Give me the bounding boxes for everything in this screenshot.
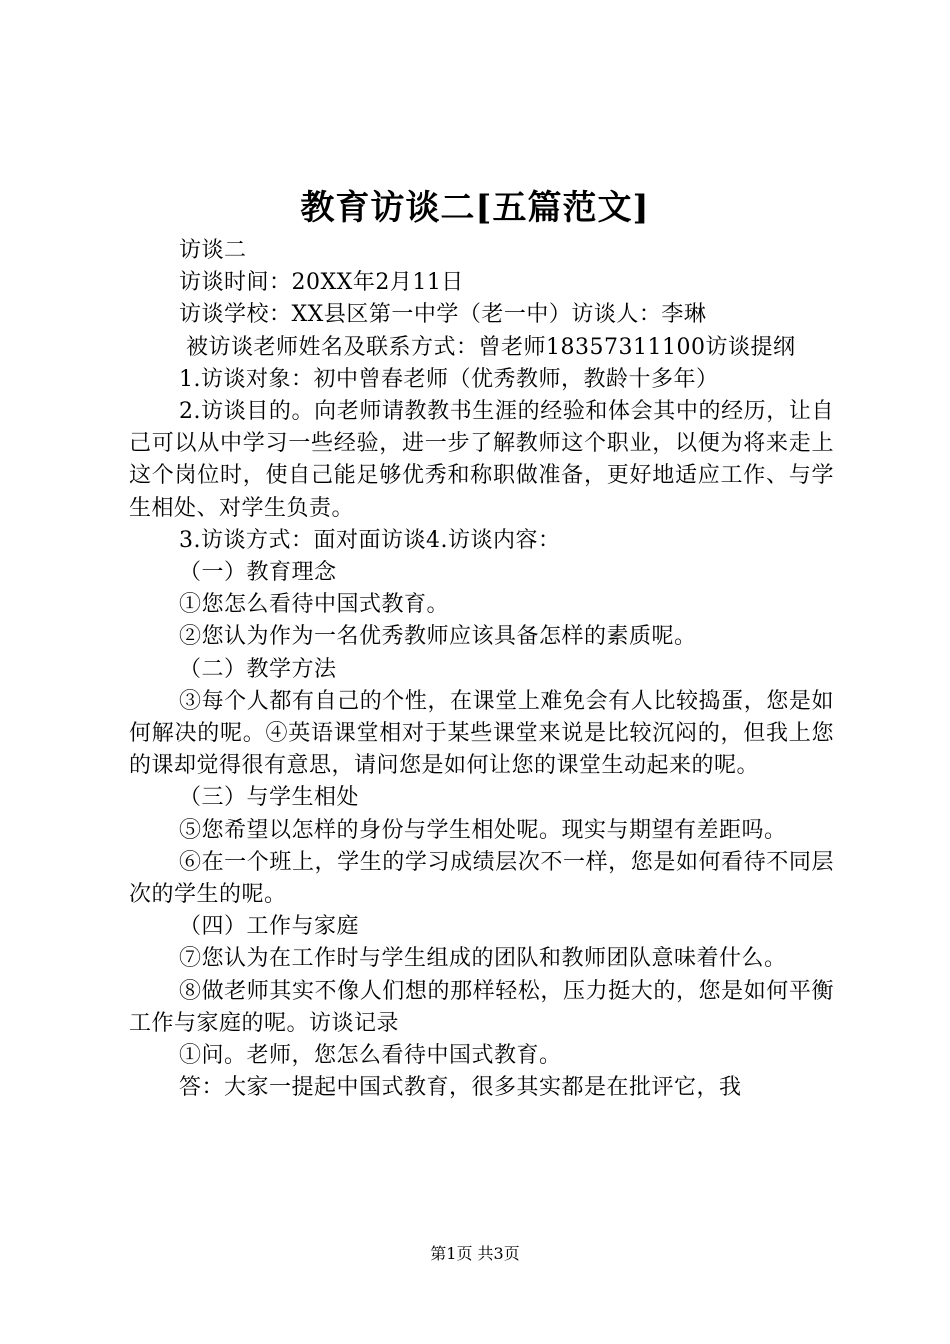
question-2: ②您认为作为一名优秀教师应该具备怎样的素质呢。 — [179, 624, 697, 650]
section-heading-4: （四）工作与家庭 — [179, 914, 360, 940]
question-7: ⑦您认为在工作时与学生组成的团队和教师团队意味着什么。 — [179, 946, 787, 972]
section-heading-1: （一）教育理念 — [179, 560, 337, 586]
section-heading-3: （三）与学生相处 — [179, 785, 360, 811]
question-5: ⑤您希望以怎样的身份与学生相处呢。现实与期望有差距吗。 — [179, 817, 787, 843]
record-answer-1: 答：大家一提起中国式教育，很多其实都是在批评它，我 — [179, 1075, 742, 1101]
section-heading-2: （二）教学方法 — [179, 656, 337, 682]
document-body — [129, 235, 834, 1104]
question-8: ⑧做老师其实不像人们想的那样轻松，压力挺大的，您是如何平衡工作与家庭的呢。访谈记录 — [129, 978, 834, 1036]
page-footer: 第1页 共3页 — [430, 1244, 520, 1263]
paragraph-interviewee: 被访谈老师姓名及联系方式：曾老师18357311100访谈提纲 — [186, 334, 796, 360]
paragraph-interview-method: 3.访谈方式：面对面访谈4.访谈内容： — [179, 527, 561, 553]
document-title: 教育访谈二[五篇范文] — [300, 188, 650, 228]
paragraph-interview-purpose: 2.访谈目的。向老师请教教书生涯的经验和体会其中的经历，让自己可以从中学习一些经验，进一步了解教师这个职业，以便为将来走上这个岗位时，使自己能足够优秀和称职做准备，更好地适应工作、与学生相处、对学生负责。 — [129, 399, 834, 521]
question-3-4: ③每个人都有自己的个性，在课堂上难免会有人比较捣蛋，您是如何解决的呢。④英语课堂相对于某些课堂来说是比较沉闷的，但我上您的课却觉得很有意思，请问您是如何让您的课堂生动起来的呢。 — [129, 688, 834, 779]
record-question-1: ①问。老师，您怎么看待中国式教育。 — [179, 1043, 562, 1069]
question-6: ⑥在一个班上，学生的学习成绩层次不一样，您是如何看待不同层次的学生的呢。 — [129, 849, 834, 908]
paragraph-interview-school: 访谈学校：XX县区第一中学（老一中）访谈人：李琳 — [179, 302, 707, 328]
paragraph-interview-time: 访谈时间：20XX年2月11日 — [179, 270, 464, 296]
paragraph-heading: 访谈二 — [179, 238, 247, 263]
question-1: ①您怎么看待中国式教育。 — [179, 592, 450, 618]
paragraph-interview-subject: 1.访谈对象：初中曾春老师（优秀教师，教龄十多年） — [179, 366, 719, 392]
